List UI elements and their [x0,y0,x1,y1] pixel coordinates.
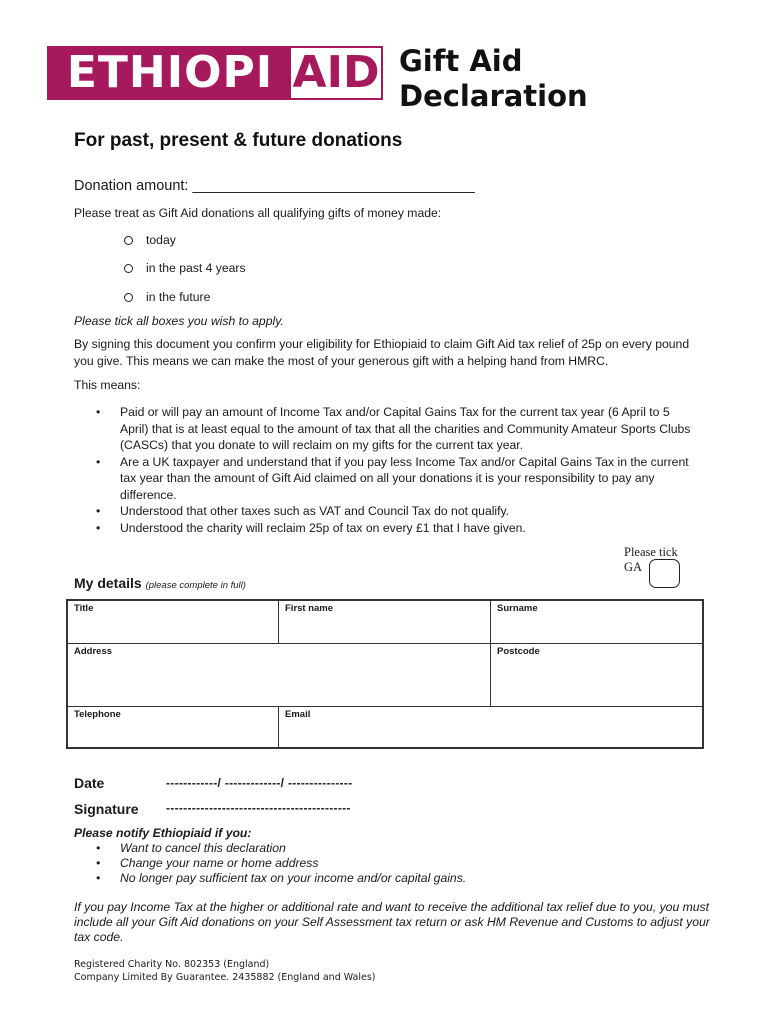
my-details-heading [74,575,246,591]
field-label: Postcode [497,646,540,657]
signature-label: Signature [74,801,139,817]
my-details-note: (please complete in full) [145,580,246,591]
list-item: • Understood that other taxes such as VAT and Council Tax do not qualify. [74,503,699,520]
tick-instruction: Please tick all boxes you wish to apply. [74,314,284,328]
ga-checkbox[interactable] [649,559,680,588]
postcode-field[interactable] [490,643,703,707]
title-line-1: Gift Aid [399,44,523,78]
company-line: Company Limited By Guarantee. 2435882 (England and Wales) [74,972,376,983]
logo-left-text: ETHIOPI [49,48,291,98]
tick-label-line-1: Please tick [624,545,678,559]
my-details-title: My details [74,575,142,591]
field-label: Email [285,709,311,720]
radio-circle-icon[interactable] [124,293,133,302]
option-past-4-years[interactable] [124,261,246,275]
logo-right-text: AID [292,47,380,98]
details-form-table [66,599,704,749]
list-item: • Paid or will pay an amount of Income Tax and/or Capital Gains Tax for the current tax year (6 April to 5 April) that is at least equal to the amount of tax that all the charities and Community Amateur Sports Clubs (CASCs) that you donate to will reclaim on my gifts for the current tax year. [74,404,699,454]
tick-label-line-2: GA [624,560,643,574]
signing-paragraph: By signing this document you confirm your eligibility for Ethiopiaid to claim Gift Aid tax relief of 25p on every pound you give. This means we can make the most of your generous gift with a helping hand from HMRC. [74,337,690,368]
page-title [399,44,588,114]
list-item: • Are a UK taxpayer and understand that if you pay less Income Tax and/or Capital Gains Tax in the current tax year than the amount of Gift Aid claimed on all your donations it is your responsibility to pay any difference. [74,454,699,504]
field-label: Surname [497,603,538,614]
field-label: First name [285,603,334,614]
higher-rate-paragraph: If you pay Income Tax at the higher or additional rate and want to receive the additional tax relief due to you, you must include all your Gift Aid donations on your Self Assessment tax return or ask HM Revenue and Customs to adjust your tax code. [74,900,710,944]
field-label: Telephone [74,709,121,720]
title-field[interactable] [67,600,279,644]
field-label: Address [74,646,113,657]
means-bullet-list [74,404,699,536]
option-label: in the future [146,290,211,304]
notify-list [74,841,466,886]
notify-heading: Please notify Ethiopiaid if you: [74,826,252,840]
surname-field[interactable] [490,600,703,644]
notify-section [74,826,466,886]
treat-as-text: Please treat as Gift Aid donations all qualifying gifts of money made: [74,206,442,220]
radio-circle-icon[interactable] [124,264,133,273]
this-means-label: This means: [74,378,141,392]
title-line-2: Declaration [399,79,588,113]
signature-input-line[interactable]: ------------------------------------------- [166,801,351,815]
field-label: Title [74,603,94,614]
telephone-field[interactable] [67,706,279,748]
first-name-field[interactable] [278,600,491,644]
option-label: in the past 4 years [146,261,246,275]
ethiopiaid-logo [47,46,383,100]
address-field[interactable] [67,643,491,707]
date-input-line[interactable]: ------------/ -------------/ --------------- [166,776,353,790]
list-item: • Understood the charity will reclaim 25p of tax on every £1 that I have given. [74,520,699,537]
subtitle: For past, present & future donations [74,130,403,151]
email-field[interactable] [278,706,703,748]
registered-charity-line: Registered Charity No. 802353 (England) [74,959,270,970]
option-future[interactable] [124,290,210,304]
donation-amount-field[interactable]: Donation amount: ___________________________________ [74,178,475,194]
registration-info [74,958,376,984]
option-label: today [146,233,176,247]
radio-circle-icon[interactable] [124,236,133,245]
date-label: Date [74,775,105,791]
list-item: • Change your name or home address [74,856,466,871]
list-item: • No longer pay sufficient tax on your income and/or capital gains. [74,871,466,886]
list-item: • Want to cancel this declaration [74,841,466,856]
option-today[interactable] [124,233,176,247]
